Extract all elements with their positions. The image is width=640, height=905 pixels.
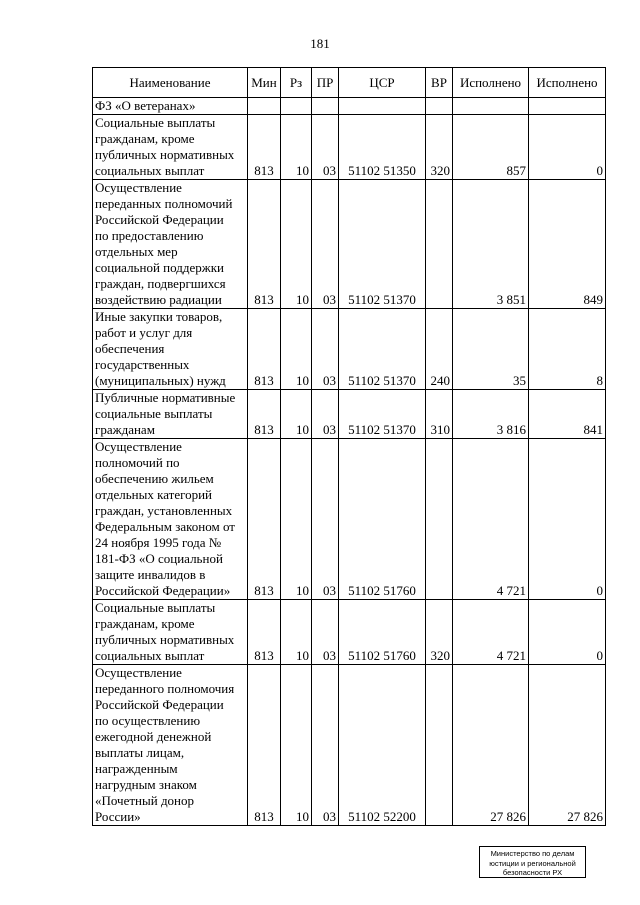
cell-pr: 03 (312, 180, 339, 309)
cell-csr: 51102 51370 (339, 180, 426, 309)
cell-executed1: 35 (453, 309, 529, 390)
cell-pr: 03 (312, 665, 339, 826)
cell-vr (426, 665, 453, 826)
cell-executed2: 8 (529, 309, 606, 390)
row-name-line: 24 ноября 1995 года № (95, 535, 222, 550)
row-name-line: социальных выплат (95, 163, 205, 178)
row-name-line: по осуществлению (95, 713, 201, 728)
section-row (93, 98, 606, 115)
table-row (93, 115, 606, 180)
cell-min: 813 (248, 309, 281, 390)
row-name-line: обеспечения (95, 341, 165, 356)
row-name-line: социальной поддержки (95, 260, 224, 275)
cell-csr: 51102 51370 (339, 390, 426, 439)
row-name-line: работ и услуг для (95, 325, 193, 340)
row-name (93, 665, 248, 826)
cell-min: 813 (248, 115, 281, 180)
cell-csr: 51102 52200 (339, 665, 426, 826)
header-rz: Рз (281, 68, 312, 98)
cell-executed1: 27 826 (453, 665, 529, 826)
row-name (93, 115, 248, 180)
row-name-line: публичных нормативных (95, 147, 235, 162)
row-name (93, 600, 248, 665)
cell-vr (426, 439, 453, 600)
cell-rz: 10 (281, 600, 312, 665)
cell-min: 813 (248, 180, 281, 309)
row-name-line: защите инвалидов в (95, 567, 206, 582)
row-name-line: Социальные выплаты (95, 115, 216, 130)
row-name-line: социальных выплат (95, 648, 205, 663)
row-name-line: воздействию радиации (95, 292, 222, 307)
cell-executed2: 849 (529, 180, 606, 309)
row-name-line: 181-ФЗ «О социальной (95, 551, 223, 566)
row-name-line: Социальные выплаты (95, 600, 216, 615)
cell-vr: 320 (426, 115, 453, 180)
row-name-line: Федеральным законом от (95, 519, 235, 534)
table-row (93, 309, 606, 390)
table-row (93, 665, 606, 826)
row-name-line: Российской Федерации (95, 697, 224, 712)
row-name-line: полномочий по (95, 455, 180, 470)
ministry-stamp (479, 846, 586, 878)
cell-rz: 10 (281, 309, 312, 390)
cell-pr: 03 (312, 600, 339, 665)
cell-pr: 03 (312, 115, 339, 180)
header-pr: ПР (312, 68, 339, 98)
row-name-line: социальные выплаты (95, 406, 213, 421)
cell-vr: 320 (426, 600, 453, 665)
cell-vr (426, 180, 453, 309)
cell-rz: 10 (281, 665, 312, 826)
row-name-line: граждан, установленных (95, 503, 233, 518)
cell-executed1: 4 721 (453, 600, 529, 665)
section-title: ФЗ «О ветеранах» (93, 98, 248, 115)
cell-executed2: 0 (529, 115, 606, 180)
cell-min: 813 (248, 665, 281, 826)
cell-vr: 310 (426, 390, 453, 439)
cell-rz: 10 (281, 180, 312, 309)
row-name (93, 309, 248, 390)
cell-rz: 10 (281, 115, 312, 180)
stamp-line: безопасности РХ (502, 868, 563, 877)
cell-vr: 240 (426, 309, 453, 390)
cell-executed2: 0 (529, 439, 606, 600)
row-name-line: ежегодной денежной (95, 729, 212, 744)
row-name-line: отдельных категорий (95, 487, 213, 502)
row-name (93, 390, 248, 439)
stamp-line: Министерство по делам (490, 849, 575, 858)
row-name-line: государственных (95, 357, 190, 372)
row-name-line: «Почетный донор (95, 793, 195, 808)
cell-rz: 10 (281, 390, 312, 439)
cell-min: 813 (248, 600, 281, 665)
cell-rz: 10 (281, 439, 312, 600)
cell-csr: 51102 51760 (339, 600, 426, 665)
row-name-line: Публичные нормативные (95, 390, 236, 405)
row-name-line: граждан, подвергшихся (95, 276, 226, 291)
row-name-line: отдельных мер (95, 244, 178, 259)
cell-executed2: 0 (529, 600, 606, 665)
cell-csr: 51102 51760 (339, 439, 426, 600)
row-name-line: переданного полномочия (95, 681, 235, 696)
cell-executed1: 3 816 (453, 390, 529, 439)
row-name-line: России» (95, 809, 141, 824)
table-row (93, 439, 606, 600)
row-name-line: (муниципальных) нужд (95, 373, 226, 388)
table-header-row (93, 68, 606, 98)
cell-pr: 03 (312, 439, 339, 600)
row-name-line: Российской Федерации (95, 212, 224, 227)
cell-min: 813 (248, 390, 281, 439)
cell-executed2: 841 (529, 390, 606, 439)
header-executed-2: Исполнено (529, 68, 606, 98)
header-min: Мин (248, 68, 281, 98)
cell-executed1: 857 (453, 115, 529, 180)
row-name-line: публичных нормативных (95, 632, 235, 647)
row-name-line: Осуществление (95, 439, 182, 454)
header-vr: ВР (426, 68, 453, 98)
table-row (93, 600, 606, 665)
row-name-line: по предоставлению (95, 228, 204, 243)
row-name (93, 180, 248, 309)
stamp-line: юстиции и региональной (489, 858, 576, 868)
row-name-line: гражданам, кроме (95, 616, 195, 631)
row-name-line: Осуществление (95, 180, 182, 195)
row-name-line: обеспечению жильем (95, 471, 214, 486)
cell-executed2: 27 826 (529, 665, 606, 826)
row-name-line: Осуществление (95, 665, 182, 680)
header-csr: ЦСР (339, 68, 426, 98)
header-name: Наименование (93, 68, 248, 98)
row-name-line: нагрудным знаком (95, 777, 197, 792)
cell-min: 813 (248, 439, 281, 600)
table-row (93, 390, 606, 439)
cell-pr: 03 (312, 309, 339, 390)
cell-pr: 03 (312, 390, 339, 439)
header-executed-1: Исполнено (453, 68, 529, 98)
row-name-line: выплаты лицам, (95, 745, 185, 760)
row-name-line: переданных полномочий (95, 196, 233, 211)
row-name-line: гражданам, кроме (95, 131, 195, 146)
table-row (93, 180, 606, 309)
cell-csr: 51102 51350 (339, 115, 426, 180)
budget-execution-table (92, 67, 606, 826)
cell-executed1: 3 851 (453, 180, 529, 309)
row-name-line: награжденным (95, 761, 178, 776)
page-number: 181 (310, 36, 330, 51)
row-name-line: гражданам (95, 422, 155, 437)
row-name-line: Российской Федерации» (95, 583, 231, 598)
row-name (93, 439, 248, 600)
row-name-line: Иные закупки товаров, (95, 309, 223, 324)
cell-csr: 51102 51370 (339, 309, 426, 390)
cell-executed1: 4 721 (453, 439, 529, 600)
